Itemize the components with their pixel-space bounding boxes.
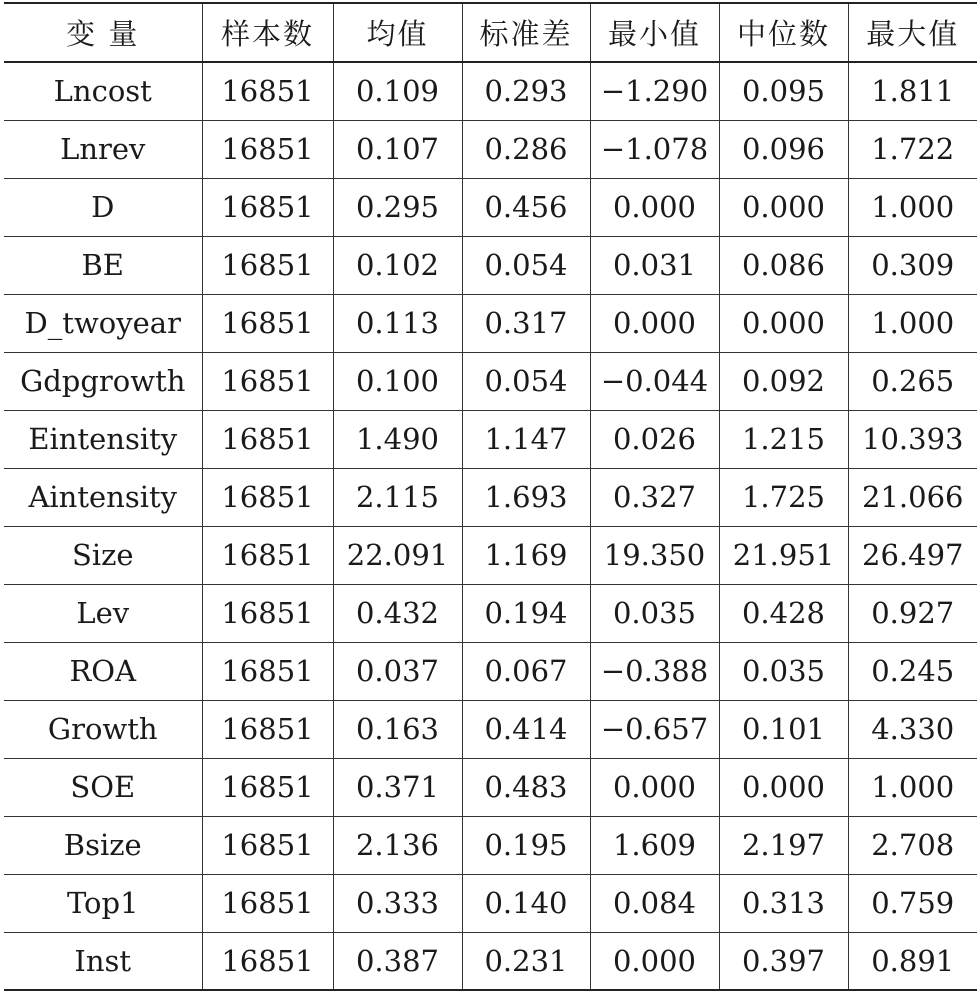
col-min-cell: 0.035 [590,584,719,642]
col-mean-cell: 0.037 [333,642,462,700]
table-row [4,352,977,410]
col-variable-cell: D [4,178,202,236]
col-variable-cell: Gdpgrowth [4,352,202,410]
table-row [4,526,977,584]
col-std-dev-cell: 0.231 [462,932,590,990]
table-row [4,468,977,526]
table-row [4,874,977,932]
col-max-cell: 0.891 [848,932,977,990]
col-min-cell: −0.388 [590,642,719,700]
col-max-cell: 0.265 [848,352,977,410]
col-sample-size-cell: 16851 [202,352,333,410]
col-min-cell: 0.031 [590,236,719,294]
col-sample-size-cell: 16851 [202,294,333,352]
col-std-dev-header: 标准差 [462,3,590,62]
table-row [4,178,977,236]
col-sample-size-cell: 16851 [202,236,333,294]
col-mean-cell: 0.371 [333,758,462,816]
col-sample-size-cell: 16851 [202,758,333,816]
col-sample-size-cell: 16851 [202,178,333,236]
col-std-dev-cell: 0.067 [462,642,590,700]
col-max-cell: 0.245 [848,642,977,700]
col-std-dev-cell: 0.483 [462,758,590,816]
col-median-cell: 0.000 [719,758,848,816]
col-mean-cell: 0.163 [333,700,462,758]
col-median-cell: 0.095 [719,62,848,120]
col-median-cell: 0.428 [719,584,848,642]
table-row [4,816,977,874]
col-variable-cell: SOE [4,758,202,816]
col-variable-cell: Growth [4,700,202,758]
col-median-cell: 0.086 [719,236,848,294]
col-sample-size-cell: 16851 [202,932,333,990]
col-min-cell: 0.026 [590,410,719,468]
col-variable-cell: Lev [4,584,202,642]
col-min-cell: −1.078 [590,120,719,178]
col-mean-cell: 0.333 [333,874,462,932]
col-median-cell: 0.035 [719,642,848,700]
table-body [4,62,977,990]
col-median-cell: 0.000 [719,178,848,236]
col-sample-size-cell: 16851 [202,816,333,874]
col-mean-cell: 0.109 [333,62,462,120]
col-mean-cell: 0.102 [333,236,462,294]
col-mean-cell: 22.091 [333,526,462,584]
col-min-cell: −0.044 [590,352,719,410]
col-std-dev-cell: 0.317 [462,294,590,352]
col-max-cell: 4.330 [848,700,977,758]
col-mean-cell: 2.115 [333,468,462,526]
col-variable-cell: Bsize [4,816,202,874]
table-row [4,120,977,178]
col-max-cell: 1.000 [848,178,977,236]
col-max-cell: 1.000 [848,294,977,352]
col-min-cell: 19.350 [590,526,719,584]
col-sample-size-header: 样本数 [202,3,333,62]
table-row [4,584,977,642]
descriptive-stats-table [4,2,977,991]
col-min-cell: 0.000 [590,178,719,236]
col-max-cell: 2.708 [848,816,977,874]
col-min-cell: 0.000 [590,758,719,816]
col-std-dev-cell: 0.286 [462,120,590,178]
col-sample-size-cell: 16851 [202,410,333,468]
col-std-dev-cell: 0.293 [462,62,590,120]
col-max-header: 最大值 [848,3,977,62]
table-row [4,62,977,120]
col-std-dev-cell: 0.194 [462,584,590,642]
col-variable-cell: Inst [4,932,202,990]
col-sample-size-cell: 16851 [202,62,333,120]
col-median-cell: 0.096 [719,120,848,178]
col-median-cell: 0.101 [719,700,848,758]
col-std-dev-cell: 0.140 [462,874,590,932]
col-variable-cell: Aintensity [4,468,202,526]
col-mean-cell: 1.490 [333,410,462,468]
col-max-cell: 0.927 [848,584,977,642]
col-variable-cell: Size [4,526,202,584]
col-median-cell: 1.725 [719,468,848,526]
col-std-dev-cell: 0.456 [462,178,590,236]
col-variable-cell: ROA [4,642,202,700]
col-min-cell: 0.327 [590,468,719,526]
col-max-cell: 1.722 [848,120,977,178]
col-mean-cell: 0.107 [333,120,462,178]
col-mean-cell: 2.136 [333,816,462,874]
col-min-cell: −1.290 [590,62,719,120]
col-std-dev-cell: 0.414 [462,700,590,758]
table-header-row [4,3,977,62]
col-median-cell: 1.215 [719,410,848,468]
table-row [4,932,977,990]
col-min-cell: −0.657 [590,700,719,758]
col-sample-size-cell: 16851 [202,120,333,178]
col-variable-cell: Eintensity [4,410,202,468]
col-median-cell: 0.397 [719,932,848,990]
table-row [4,410,977,468]
col-median-cell: 0.313 [719,874,848,932]
col-median-cell: 21.951 [719,526,848,584]
col-variable-cell: Top1 [4,874,202,932]
col-mean-header: 均值 [333,3,462,62]
table-row [4,700,977,758]
col-sample-size-cell: 16851 [202,584,333,642]
col-mean-cell: 0.100 [333,352,462,410]
col-max-cell: 1.811 [848,62,977,120]
col-max-cell: 0.759 [848,874,977,932]
col-sample-size-cell: 16851 [202,642,333,700]
col-median-cell: 0.000 [719,294,848,352]
col-variable-cell: D_twoyear [4,294,202,352]
col-sample-size-cell: 16851 [202,700,333,758]
col-mean-cell: 0.113 [333,294,462,352]
table-row [4,236,977,294]
col-min-cell: 0.000 [590,932,719,990]
col-std-dev-cell: 0.054 [462,352,590,410]
col-std-dev-cell: 0.195 [462,816,590,874]
col-max-cell: 0.309 [848,236,977,294]
table-row [4,758,977,816]
col-max-cell: 26.497 [848,526,977,584]
col-variable-cell: Lncost [4,62,202,120]
table-row [4,294,977,352]
col-mean-cell: 0.432 [333,584,462,642]
col-median-header: 中位数 [719,3,848,62]
col-min-cell: 1.609 [590,816,719,874]
col-median-cell: 0.092 [719,352,848,410]
col-max-cell: 10.393 [848,410,977,468]
col-median-cell: 2.197 [719,816,848,874]
col-std-dev-cell: 1.693 [462,468,590,526]
col-sample-size-cell: 16851 [202,468,333,526]
col-max-cell: 21.066 [848,468,977,526]
col-variable-cell: Lnrev [4,120,202,178]
col-sample-size-cell: 16851 [202,874,333,932]
col-std-dev-cell: 1.169 [462,526,590,584]
col-min-header: 最小值 [590,3,719,62]
col-max-cell: 1.000 [848,758,977,816]
col-variable-cell: BE [4,236,202,294]
col-mean-cell: 0.387 [333,932,462,990]
col-sample-size-cell: 16851 [202,526,333,584]
col-variable-header: 变 量 [4,3,202,62]
col-std-dev-cell: 1.147 [462,410,590,468]
col-min-cell: 0.084 [590,874,719,932]
col-std-dev-cell: 0.054 [462,236,590,294]
col-min-cell: 0.000 [590,294,719,352]
col-mean-cell: 0.295 [333,178,462,236]
table-row [4,642,977,700]
